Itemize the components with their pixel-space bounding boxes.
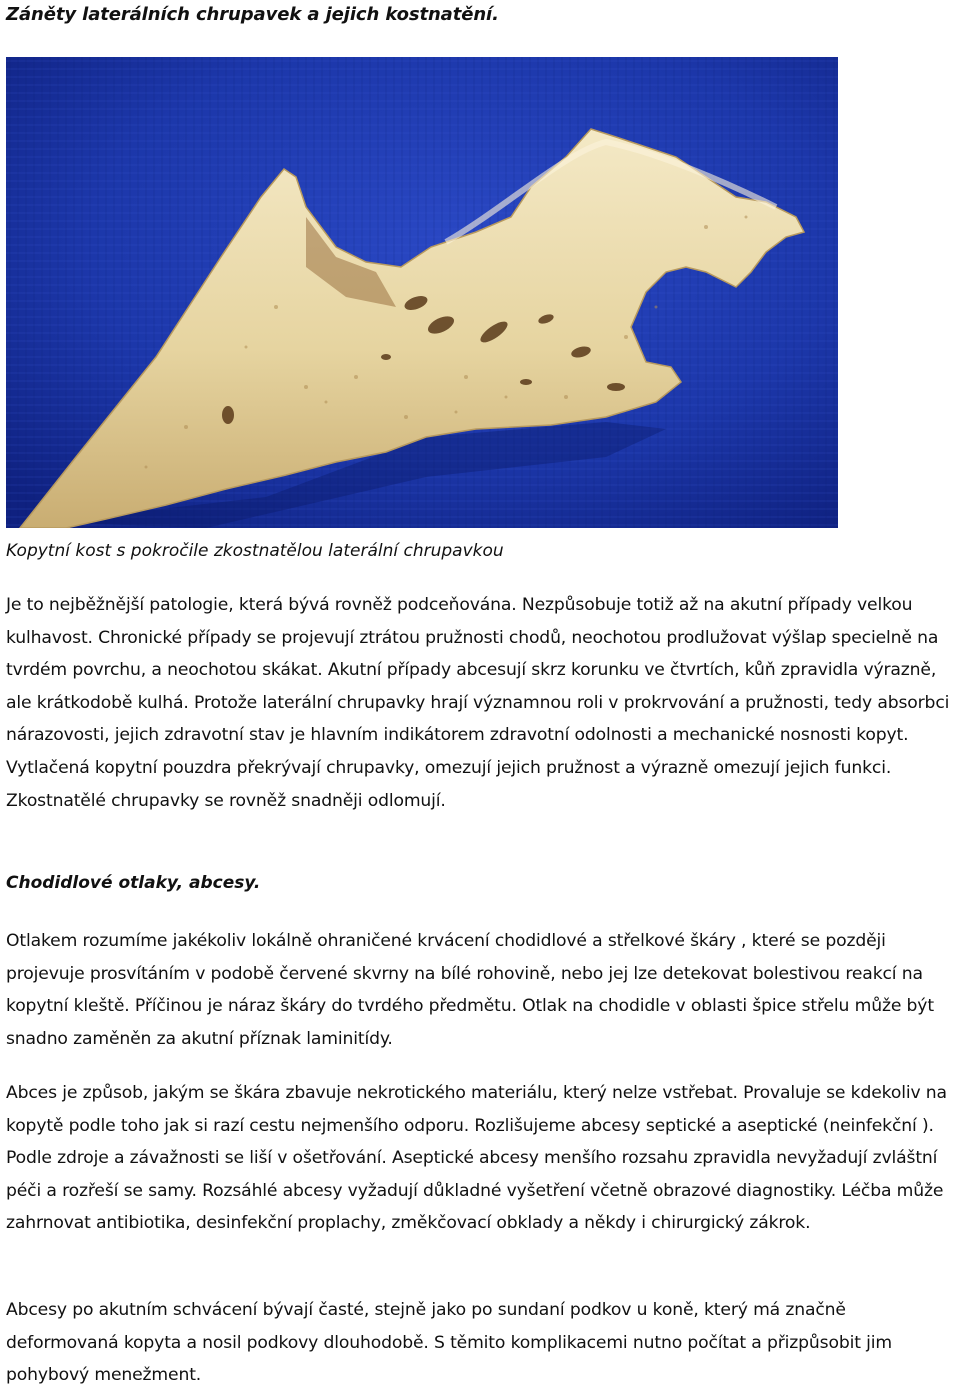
coffin-bone-photo: [6, 57, 838, 528]
page-title: Záněty laterálních chrupavek a jejich kostnatění.: [6, 4, 499, 25]
section-heading: Chodidlové otlaky, abcesy.: [6, 873, 261, 893]
paragraph-sole-bruise: Otlakem rozumíme jakékoliv lokálně ohraničené krvácení chodidlové a střelkové škáry , které se později projevuje prosvítáním v podobě červené skvrny na bílé rohovině, nebo jej lze detekovat bolestivou reakcí na kopytní kleště. Příčinou je náraz škáry do tvrdého předmětu. Otlak na chodidle v oblasti špice střelu může být snadno zaměněn za akutní příznak laminitídy.: [6, 931, 934, 1049]
figure-caption: Kopytní kost s pokročile zkostnatělou laterální chrupavkou: [6, 541, 504, 561]
paragraph-lateral-cartilage: Je to nejběžnější patologie, která bývá rovněž podceňována. Nezpůsobuje totiž až na akutní případy velkou kulhavost. Chronické případy se projevují ztrátou pružnosti chodů, neochotou prodlužovat výšlap specielně na tvrdém povrchu, a neochotou skákat. Akutní případy abcesují skrz korunku ve čtvrtích, kůň zpravidla výrazně, ale krátkodobě kulhá. Protože laterální chrupavky hrají významnou roli v prokrvování a pružnosti, tedy absorbci nárazovosti, jejich zdravotní stav je hlavním indikátorem zdravotní odolnosti a mechanické nosnosti kopyt. Vytlačená kopytní pouzdra překrývají chrupavky, omezují jejich pružnost a výrazně omezují jejich funkci. Zkostnatělé chrupavky se rovněž snadněji odlomují.: [6, 595, 950, 811]
paragraph-abscess: Abces je způsob, jakým se škára zbavuje nekrotického materiálu, který nelze vstřebat. Provaluje se kdekoliv na kopytě podle toho jak si razí cestu nejmenšího odporu. Rozlišujeme abcesy septické a aseptické (neinfekční ). Podle zdroje a závažnosti se liší v ošetřování. Aseptické abcesy menšího rozsahu zpravidla nevyžadují zvláštní péči a rozřeší se samy. Rozsáhlé abcesy vyžadují důkladné vyšetření včetně obrazové diagnostiky. Léčba může zahrnovat antibiotika, desinfekční proplachy, změkčovací obklady a někdy i chirurgický zákrok.: [6, 1083, 947, 1234]
paragraph-abscess-complications: Abcesy po akutním schvácení bývají časté, stejně jako po sundaní podkov u koně, který má značně deformovaná kopyta a nosil podkovy dlouhodobě. S těmito komplikacemi nutno počítat a přizpůsobit jim pohybový menežment.: [6, 1300, 892, 1386]
